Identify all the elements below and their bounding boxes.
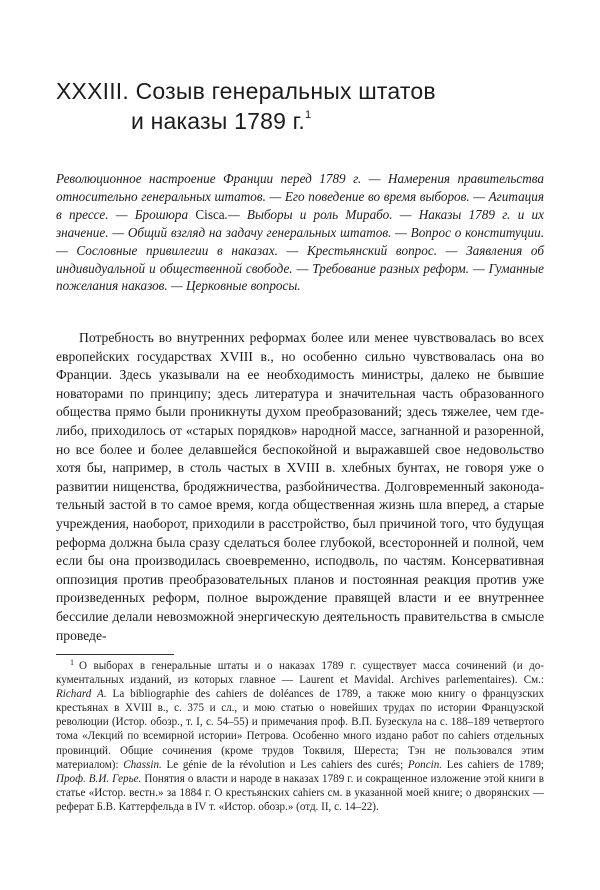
footnote: 1 О выборах в генеральные штаты и о наказах 1789 г. существует масса сочинений (и документальных изданий, из которых главное — Laurent et Mavidal. Archives parlementaires). См.: Richard A. La bibliographie des cahiers de doléances de 1789, а также мою книгу о французских крестьянах в XVIII в., с. 375 и сл., и мою статью о новейших трудах по истории Французской революции (Истор. обозр., т. I, с. 54–55) и примечания проф. В.П. Бузескула на с. 188–189 четвертого тома «Лекций по всемирной истории» Петрова. Особенно много издано работ по cahiers отдельных провинций. Общие сочинения (кроме трудов Токвиля, Шереста; Тэн не пользовался этим материалом): Chassin. Le génie de la révolution и Les cahiers des curés; Poncin. Les cahiers de 1789; Проф. В.И. Герье. Понятия о власти и народе в наказах 1789 г. и сокращенное изложение этой книги в статье «Истор. вестн.» за 1884 г. О крестьянских cahiers см. в указанной моей книге; о дворянских — реферат Б.В. Каттерфельда в IV т. «Истор. обозр.» (отд. II, с. 14–22). bbox=[56, 658, 545, 813]
footnote-author-chassin: Chassin. bbox=[123, 758, 162, 771]
body-paragraph: Потребность во внутренних реформах более или менее чувствовалась во всех европейских государствах XVIII в., но особенно сильно чувствовалась она во Франции. Здесь указывали на ее необходимость министры, далеко не бывшие новаторами по принципу; здесь литература и значительная часть образованного общества прямо были проникнуты духом преобразований; здесь тяжелее, чем где-либо, приходилось от «старых порядков» народной массе, загнанной и разоренной, но все более и более делавшейся беспокойной и выражавшей свое недовольство хотя бы, например, в столь частых в XVIII в. хлебных бунтах, не говоря уже о развитии нищенства, бродяжничества, разбойничества. Долговременный законодательный застой в то самое время, когда общественная жизнь шла вперед, а старые учреждения, наоборот, приходили в расстройство, был причиной того, что будущая реформа должна была сразу сделаться более глубокой, всесторонней и полной, чем если бы она производилась своевременно, исподволь, по частям. Консервативная оппозиция против преобразовательных планов и постоянная реакция против уже произведенных реформ, полное вырождение правящей власти и ее внутреннее бессилие делали невозможной энергическую деятельность правительства в смысле проведе- bbox=[56, 330, 544, 643]
chapter-title bbox=[56, 76, 556, 136]
footnote-text-3: Le génie de la révolution и Les cahiers des curés; bbox=[161, 758, 408, 771]
abstract-text-part2: .— Выборы и роль Мирабо. — Наказы 1789 г. и их значение. — Общий взгляд на задачу генеральных штатов. — Вопрос о конституции. — Сословные привилегии в наказах. — Крестьянский вопрос. — Заявления об индивидуальной и общественной свободе. — Требование разных реформ. — Гуманные пожелания наказов. — Церковные вопросы. bbox=[56, 206, 544, 294]
chapter-abstract bbox=[56, 170, 544, 295]
chapter-title-line2: и наказы 1789 г. bbox=[131, 108, 306, 134]
footnote-author-richard: Richard A. bbox=[56, 688, 107, 701]
footnote-separator bbox=[56, 654, 174, 655]
chapter-title-line2-wrap bbox=[56, 106, 556, 136]
footnote-author-guerrier: Проф. В.И. Герье. bbox=[56, 772, 142, 785]
main-text bbox=[56, 329, 544, 645]
abstract-text-part1: Революционное настроение Франции перед 1789 г. — Намерения правительства относительно генеральных штатов. — Его поведение во время выборов. — Агитация в прессе. — Брошюра bbox=[56, 171, 544, 222]
footnote-text-4: Les cahiers de 1789; bbox=[442, 758, 545, 771]
footnote-text-2: La bibliographie des cahiers de doléances de 1789, а также мою книгу о французских крестьянах в XVIII в., с. 375 и сл., и мою статью о новейших трудах по истории Французской революции (Истор. обозр., т. I, с. 54–55) и примечания проф. В.П. Бузескула на с. 188–189 четвертого тома «Лекций по всемирной истории» Петрова. Особенно много издано работ по cahiers отдельных провинций. Общие сочинения (кроме трудов Токвиля, Шереста; Тэн не пользовался этим материалом): bbox=[56, 688, 544, 771]
footnote-author-poncin: Poncin. bbox=[407, 758, 443, 771]
abstract-cisca: Cisca bbox=[195, 206, 225, 222]
footnote-text-1: О выборах в генеральные штаты и о наказах 1789 г. существует масса сочинений (и документальных изданий, из которых главное — Laurent et Mavidal. Archives parlementaires). См.: bbox=[56, 660, 544, 687]
chapter-title-line1: XXXIII. Созыв генеральных штатов bbox=[56, 78, 436, 104]
footnote-text-5: Понятия о власти и народе в наказах 1789 г. и сокращенное изложение этой книги в статье «Истор. вестн.» за 1884 г. О крестьянских cahiers см. в указанной моей книге; о дворянских — реферат Б.В. Каттерфельда в IV т. «Истор. обозр.» (отд. II, с. 14–22). bbox=[56, 772, 544, 813]
footnote-reference[interactable]: 1 bbox=[305, 109, 312, 121]
